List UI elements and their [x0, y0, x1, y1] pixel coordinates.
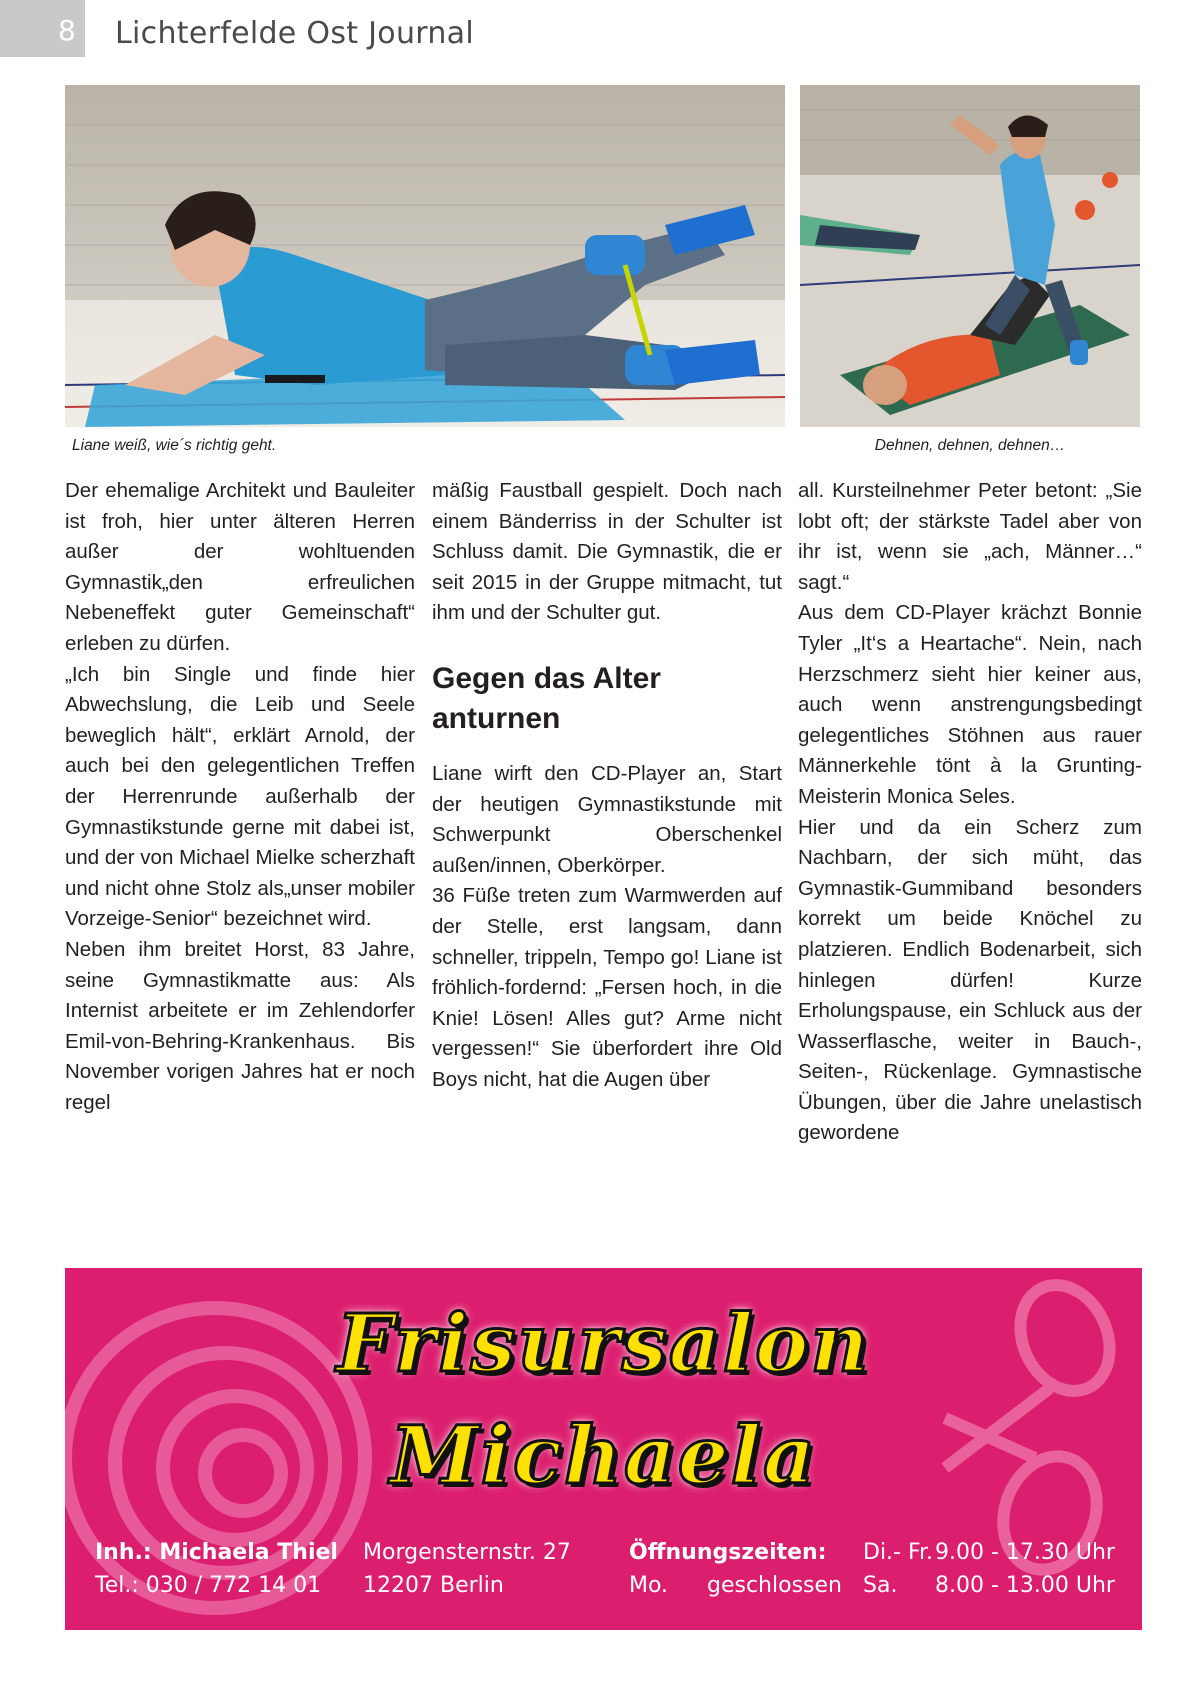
article-column-2 — [432, 476, 782, 1096]
paragraph: 36 Füße treten zum Warmwerden auf der Stelle, erst langsam, dann schneller, trippeln, Tempo go! Liane ist fröhlich-fordernd: „Fersen hoch, in die Knie! Lösen! Alles gut? Arme nicht vergessen!“ Sie überfordert ihre Old Boys nicht, hat die Augen über — [432, 884, 782, 1091]
ad-hours-value: geschlossen — [707, 1573, 842, 1598]
ad-hours-day: Di.- Fr. — [863, 1540, 934, 1565]
ad-street: Morgensternstr. 27 — [363, 1540, 571, 1565]
caption-left: Liane weiß, wie´s richtig geht. — [72, 437, 277, 454]
ad-title-line-1: Frisursalon — [336, 1296, 871, 1390]
ad-title-line-2: Michaela — [390, 1408, 817, 1502]
paragraph: Liane wirft den CD-Player an, Start der heutigen Gymnastikstunde mit Schwerpunkt Oberschenkel außen/innen, Oberkörper. — [432, 761, 782, 877]
ad-hours-value: 8.00 - 13.00 Uhr — [935, 1573, 1115, 1598]
ad-hours-value: 9.00 - 17.30 Uhr — [935, 1540, 1115, 1565]
advertisement-frisursalon — [65, 1268, 1142, 1630]
paragraph: all. Kursteilnehmer Peter betont: „Sie lobt oft; der stärkste Tadel aber von ihr ist, wenn sie „ach, Männer…“ sagt.“ — [798, 479, 1142, 594]
ad-address-block — [363, 1536, 571, 1602]
ad-hours-tue-fri — [863, 1536, 1115, 1569]
photo-stretching — [800, 85, 1140, 427]
ad-owner-block — [95, 1536, 338, 1602]
section-heading: Gegen das Alter anturnen — [432, 661, 661, 735]
paragraph: Neben ihm breitet Horst, 83 Jahre, seine Gymnastikmatte aus: Als Internist arbeitete er im Zehlendorfer Emil-von-Behring-Krankenhaus. Bis November vorigen Jahres hat er noch regel — [65, 937, 415, 1114]
ad-hours-block-2 — [863, 1536, 1115, 1602]
paragraph: Aus dem CD-Player krächzt Bonnie Tyler „It‘s a Heartache“. Nein, nach Herzschmerz sieht hier keiner aus, auch wenn anstrengungsbedingt gelegentliches Stöhnen aus rauer Männerkehle tönt à la Grunting-Meisterin Monica Seles. — [798, 601, 1142, 808]
ad-owner: Inh.: Michaela Thiel — [95, 1540, 338, 1565]
ad-phone: Tel.: 030 / 772 14 01 — [95, 1573, 322, 1598]
caption-right: Dehnen, dehnen, dehnen… — [874, 437, 1066, 454]
ad-hours-label: Öffnungszeiten: — [629, 1540, 827, 1565]
article-column-3 — [798, 476, 1142, 1149]
paragraph: Der ehemalige Architekt und Bauleiter ist froh, hier unter älteren Herren außer der wohltuenden Gymnastik„den erfreulichen Nebeneffekt guter Gemeinschaft“ erleben zu dürfen. — [65, 479, 415, 655]
journal-title: Lichterfelde Ost Journal — [115, 16, 474, 51]
ad-hours-block — [629, 1536, 842, 1602]
ad-city: 12207 Berlin — [363, 1573, 504, 1598]
ad-hours-day: Mo. — [629, 1573, 669, 1598]
paragraph: mäßig Faustball gespielt. Doch nach einem Bänderriss in der Schulter ist Schluss damit. Die Gymnastik, die er seit 2015 in der Gruppe mitmacht, tut ihm und der Schulter gut. — [432, 479, 782, 625]
paragraph: „Ich bin Single und finde hier Abwechslung, die Leib und Seele beweglich hält“, erklärt Arnold, der auch bei den gelegentlichen Treffen der Herrenrunde außerhalb der Gymnastikstunde gerne mit dabei ist, und der von Michael Mielke scherzhaft und nicht ohne Stolz als„unser mobiler Vorzeige-Senior“ bezeichnet wird. — [65, 662, 415, 931]
photo-liane-exercise — [65, 85, 785, 427]
page-number: 8 — [58, 14, 76, 47]
ad-hours-monday — [629, 1569, 842, 1602]
article-column-1 — [65, 476, 415, 1118]
paragraph: Hier und da ein Scherz zum Nachbarn, der sich müht, das Gymnastik-Gummiband besonders korrekt um beide Knöchel zu platzieren. Endlich Bodenarbeit, sich hinlegen dürfen! Kurze Erholungspause, ein Schluck aus der Wasserflasche, weiter in Bauch-, Seiten-, Rückenlage. Gymnastische Übungen, über die Jahre unelastisch gewordene — [798, 815, 1142, 1145]
ad-hours-day: Sa. — [863, 1573, 898, 1598]
ad-hours-saturday — [863, 1569, 1115, 1602]
